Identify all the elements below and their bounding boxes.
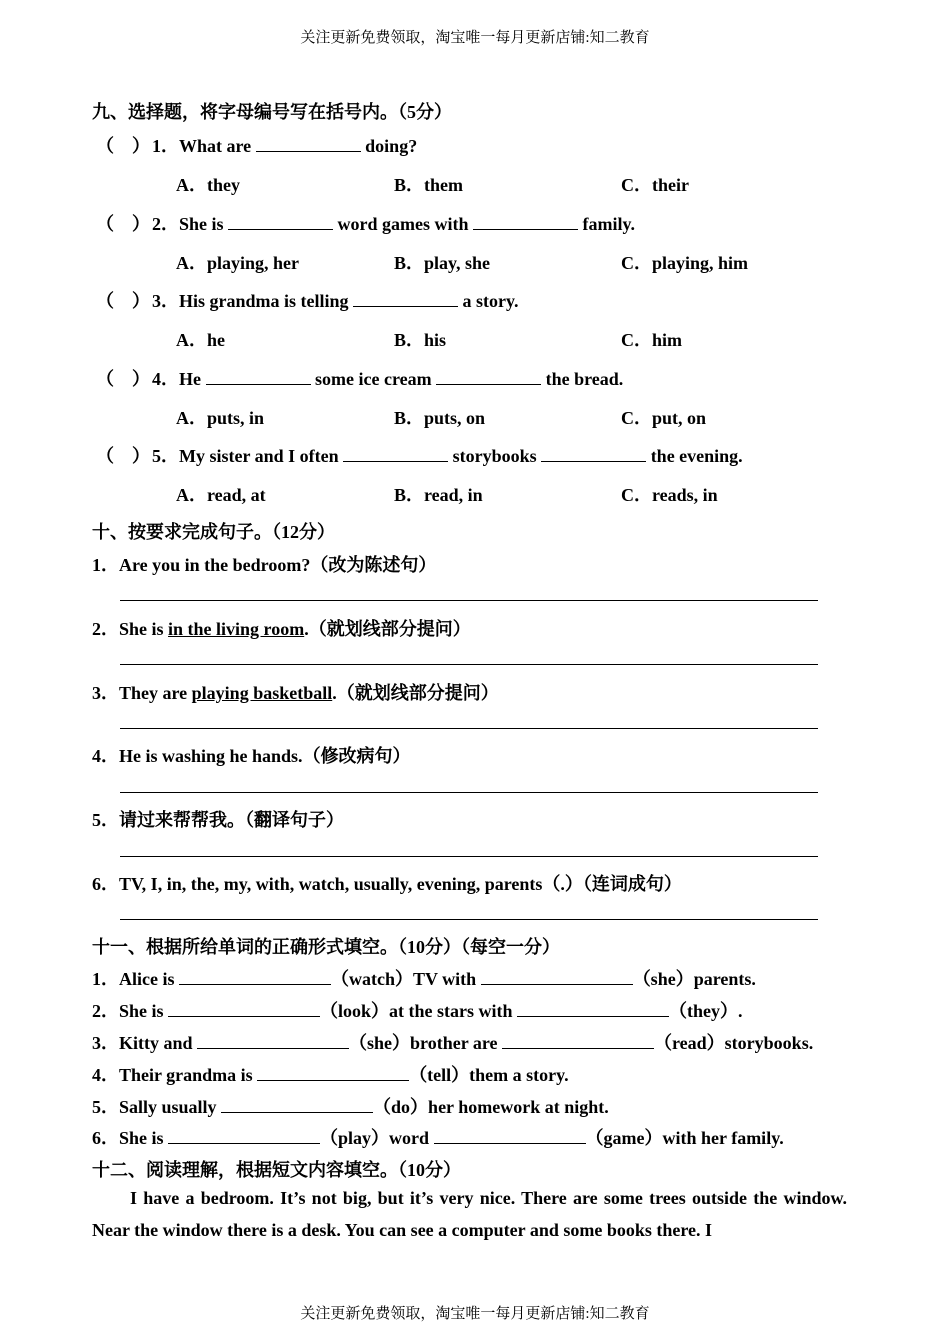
option-b: B．puts, on <box>394 408 486 428</box>
option-c: C．their <box>621 175 689 195</box>
page-footer: 关注更新免费领取，淘宝唯一每月更新店铺:知二教育 <box>300 1306 650 1322</box>
option-a: A．they <box>176 175 240 195</box>
sentence-task: 4．He is washing he hands.（修改病句） <box>92 746 411 766</box>
section12-title: 十二、阅读理解，根据短文内容填空。（10分） <box>92 1160 461 1180</box>
section9-title: 九、选择题，将字母编号写在括号内。（5分） <box>92 102 452 122</box>
answer-paren: （ ） <box>96 136 150 156</box>
answer-paren: （ ） <box>96 291 150 311</box>
blank[interactable] <box>517 1002 669 1017</box>
fill-in-item: 1．Alice is （watch）TV with （she）parents. <box>92 969 756 989</box>
blank[interactable] <box>197 1034 349 1049</box>
option-c: C．playing, him <box>621 253 749 273</box>
option-c: C．reads, in <box>621 485 718 505</box>
option-a: A．read, at <box>176 485 266 505</box>
section11-title: 十一、根据所给单词的正确形式填空。（10分）（每空一分） <box>92 937 560 957</box>
option-b: B．them <box>394 175 463 195</box>
question-line: 2．She is word games with family. <box>152 214 636 234</box>
blank[interactable] <box>473 215 578 230</box>
answer-paren: （ ） <box>96 214 150 234</box>
blank[interactable] <box>221 1098 373 1113</box>
fill-in-item: 2．She is （look）at the stars with （they）. <box>92 1001 743 1021</box>
blank[interactable] <box>179 970 331 985</box>
option-b: B．play, she <box>394 253 491 273</box>
option-c: C．him <box>621 330 683 350</box>
answer-line[interactable] <box>120 856 818 857</box>
sentence-task: 1．Are you in the bedroom?（改为陈述句） <box>92 555 437 575</box>
blank[interactable] <box>168 1002 320 1017</box>
blank[interactable] <box>434 1129 586 1144</box>
answer-line[interactable] <box>120 792 818 793</box>
question-line: 4．He some ice cream the bread. <box>152 369 624 389</box>
blank[interactable] <box>353 292 458 307</box>
fill-in-item: 4．Their grandma is （tell）them a story. <box>92 1065 569 1085</box>
blank[interactable] <box>502 1034 654 1049</box>
blank[interactable] <box>343 447 448 462</box>
question-line: 5．My sister and I often storybooks the evening. <box>152 446 743 466</box>
question-line: 3．His grandma is telling a story. <box>152 291 519 311</box>
option-a: A．puts, in <box>176 408 265 428</box>
sentence-task: 6．TV, I, in, the, my, with, watch, usually, evening, parents（.）（连词成句） <box>92 874 682 894</box>
fill-in-item: 6．She is （play）word （game）with her family. <box>92 1128 784 1148</box>
option-b: B．read, in <box>394 485 483 505</box>
fill-in-item: 3．Kitty and （she）brother are （read）storybooks. <box>92 1033 814 1053</box>
section10-title: 十、按要求完成句子。（12分） <box>92 522 335 542</box>
answer-line[interactable] <box>120 664 818 665</box>
option-a: A．playing, her <box>176 253 300 273</box>
sentence-task: 5．请过来帮帮我。（翻译句子） <box>92 810 344 830</box>
answer-line[interactable] <box>120 919 818 920</box>
reading-passage: I have a bedroom. It’s not big, but it’s very nice. There are some trees outside the window. Near the window there is a desk. You can see a computer and some books there. I <box>92 1188 847 1240</box>
answer-line[interactable] <box>120 728 818 729</box>
blank[interactable] <box>228 215 333 230</box>
blank[interactable] <box>436 370 541 385</box>
answer-paren: （ ） <box>96 446 150 466</box>
fill-in-item: 5．Sally usually （do）her homework at night. <box>92 1097 609 1117</box>
answer-line[interactable] <box>120 600 818 601</box>
blank[interactable] <box>168 1129 320 1144</box>
page-header: 关注更新免费领取，淘宝唯一每月更新店铺:知二教育 <box>300 30 650 46</box>
question-line: 1．What are doing? <box>152 136 418 156</box>
sentence-task: 3．They are playing basketball.（就划线部分提问） <box>92 683 499 703</box>
blank[interactable] <box>481 970 633 985</box>
sentence-task: 2．She is in the living room.（就划线部分提问） <box>92 619 471 639</box>
blank[interactable] <box>206 370 311 385</box>
option-a: A．he <box>176 330 225 350</box>
blank[interactable] <box>257 1066 409 1081</box>
blank[interactable] <box>541 447 646 462</box>
option-c: C．put, on <box>621 408 707 428</box>
answer-paren: （ ） <box>96 369 150 389</box>
blank[interactable] <box>256 137 361 152</box>
option-b: B．his <box>394 330 447 350</box>
